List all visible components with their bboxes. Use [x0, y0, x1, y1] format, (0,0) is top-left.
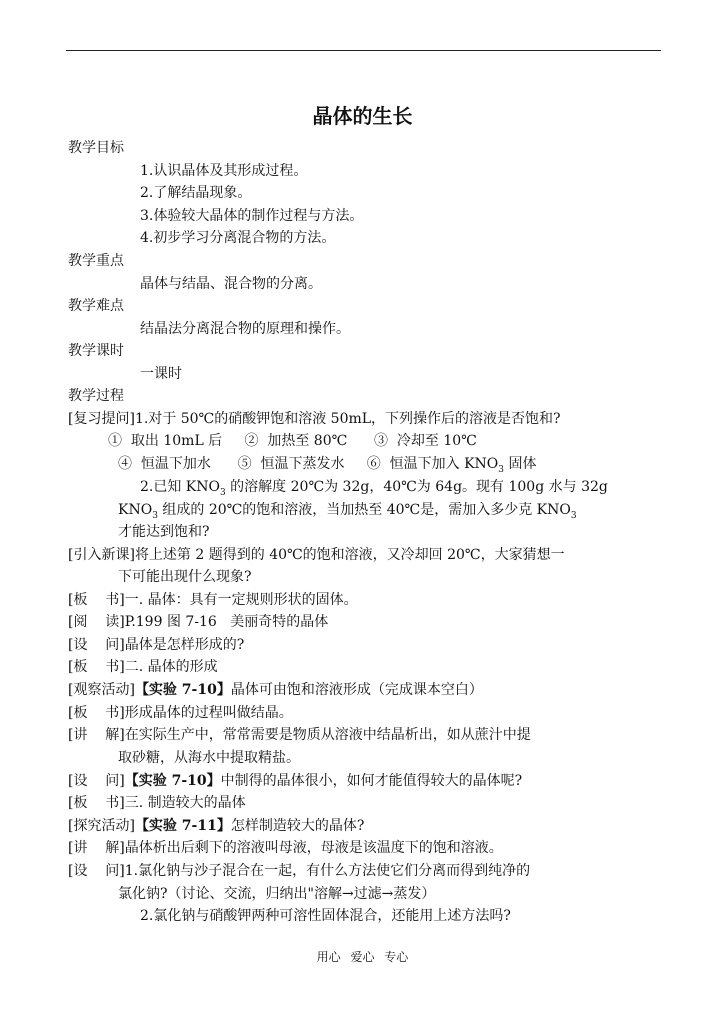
explore-line: [探究活动]【实验 7-11】怎样制造较大的晶体? — [68, 818, 365, 834]
goal-item: 1.认识晶体及其形成过程。 — [140, 163, 308, 179]
goal-item: 2.了解结晶现象。 — [140, 185, 252, 201]
page-footer: 用心 爱心 专心 — [316, 950, 409, 964]
goal-item: 4.初步学习分离混合物的方法。 — [140, 230, 336, 246]
read-line: [阅 读]P.199 图 7-16 美丽奇特的晶体 — [68, 614, 329, 630]
process-heading: 教学过程 — [68, 388, 124, 404]
ask-3-question-2: 2.氯化钠与硝酸钾两种可溶性固体混合，还能用上述方法吗? — [140, 908, 511, 924]
explain-1-cont: 取砂糖，从海水中提取精盐。 — [118, 750, 300, 766]
review-tag: [复习提问] — [68, 411, 135, 427]
hours-text: 一课时 — [140, 366, 182, 382]
ask-1: [设 问]晶体是怎样形成的? — [68, 637, 245, 653]
header-rule — [66, 50, 661, 51]
board-1: [板 书]一. 晶体：具有一定规则形状的固体。 — [68, 592, 358, 608]
key-heading: 教学重点 — [68, 253, 124, 269]
ask-3-cont: 氯化钠?（讨论、交流，归纳出"溶解→过滤→蒸发） — [118, 886, 436, 902]
explain-1: [讲 解]在实际生产中，常常需要是物质从溶液中结晶析出，如从蔗汁中提 — [68, 727, 531, 743]
explain-2: [讲 解]晶体析出后剩下的溶液叫母液，母液是该温度下的饱和溶液。 — [68, 840, 503, 856]
review-question-2-end: 才能达到饱和? — [118, 524, 210, 540]
options-row-1: ① 取出 10mL 后 ② 加热至 80℃ ③ 冷却至 10℃ — [108, 433, 477, 449]
intro-line: [引入新课]将上述第 2 题得到的 40℃的饱和溶液，又冷却回 20℃，大家猜想一 — [68, 547, 565, 563]
review-line — [68, 409, 561, 429]
review-question-2: 2.已知 $KNO_3$ 的溶解度 20℃为 32g，40℃为 64g。现有 100g 水与 32g — [140, 479, 608, 498]
review-question-2-cont: $KNO_3$ 组成的 20℃的饱和溶液，当加热至 40℃是，需加入多少克 $KNO_3$ — [118, 502, 577, 521]
difficulty-heading: 教学难点 — [68, 298, 124, 314]
ask-3: [设 问]1.氯化钠与沙子混合在一起，有什么方法使它们分离而得到纯净的 — [68, 863, 531, 879]
review-question-1: 1.对于 50℃的硝酸钾饱和溶液 50mL，下列操作后的溶液是否饱和? — [134, 411, 561, 427]
key-text: 晶体与结晶、混合物的分离。 — [140, 276, 322, 292]
difficulty-text: 结晶法分离混合物的原理和操作。 — [140, 321, 350, 337]
board-4: [板 书]三. 制造较大的晶体 — [68, 795, 246, 811]
board-3: [板 书]形成晶体的过程叫做结晶。 — [68, 705, 293, 721]
goal-item: 3.体验较大晶体的制作过程与方法。 — [140, 208, 364, 224]
options-row-2: ④ 恒温下加水 ⑤ 恒温下蒸发水 ⑥ 恒温下加入 $KNO_3$ 固体 — [118, 456, 537, 475]
goals-heading: 教学目标 — [68, 140, 124, 156]
observe-line: [观察活动]【实验 7-10】晶体可由饱和溶液形成（完成课本空白） — [68, 682, 483, 698]
board-2: [板 书]二. 晶体的形成 — [68, 659, 218, 675]
hours-heading: 教学课时 — [68, 343, 124, 359]
page-title: 晶体的生长 — [312, 104, 413, 128]
ask-2: [设 问]【实验 7-10】中制得的晶体很小，如何才能值得较大的晶体呢? — [68, 773, 523, 789]
intro-line-cont: 下可能出现什么现象? — [118, 569, 252, 585]
